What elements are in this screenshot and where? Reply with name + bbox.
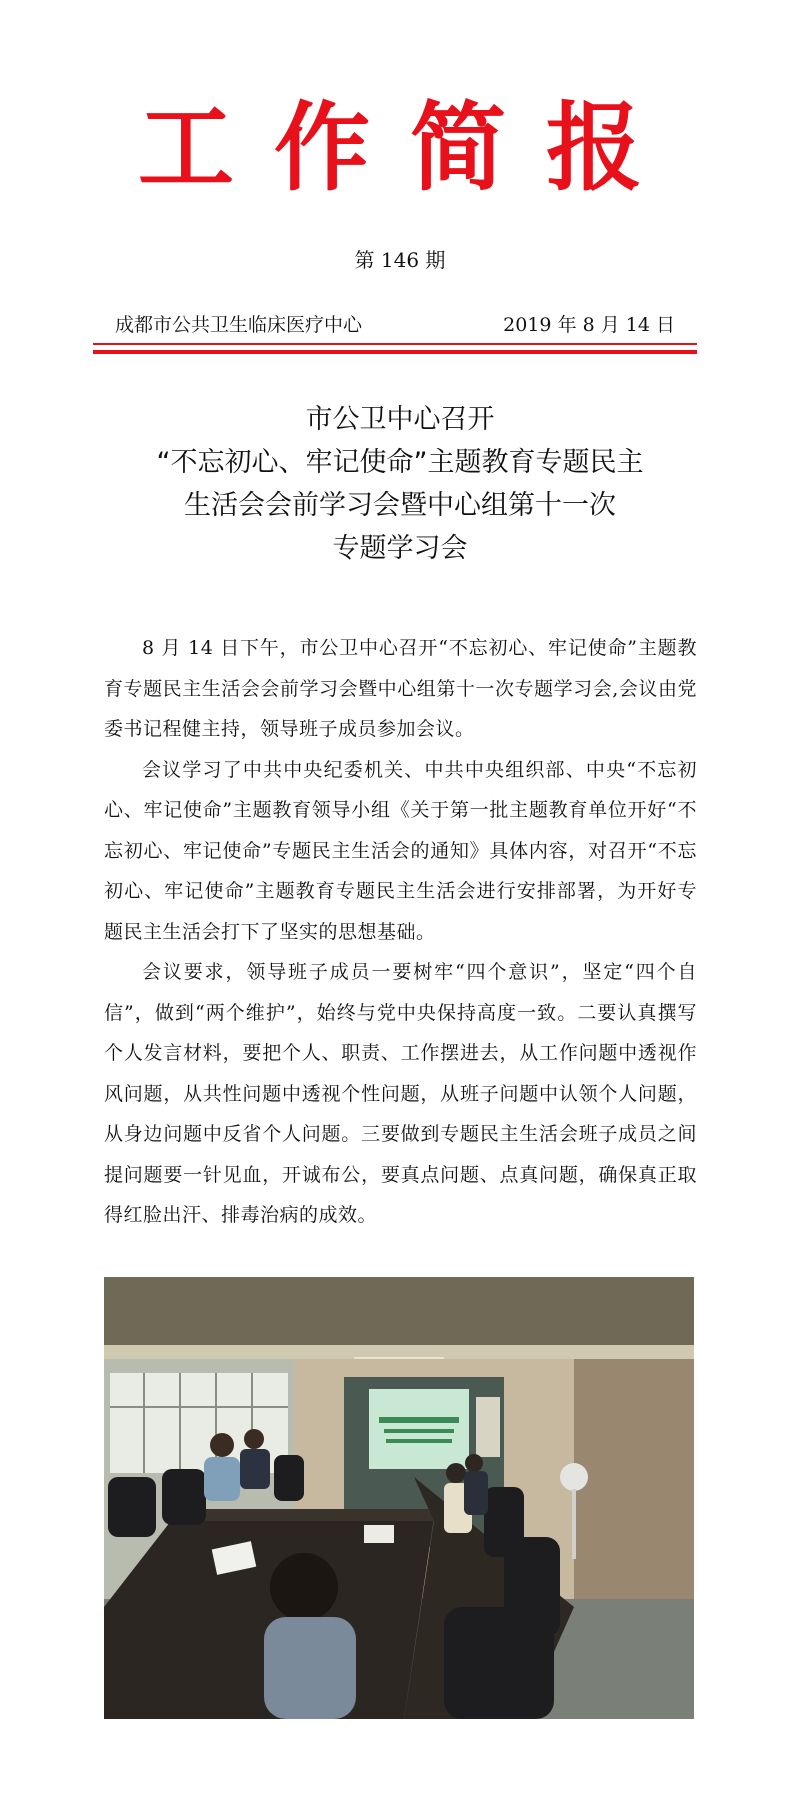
article-title-line: 专题学习会 xyxy=(332,533,468,564)
organization-name: 成都市公共卫生临床医疗中心 xyxy=(115,314,363,336)
article-title-line: “不忘初心、牢记使命”主题教育专题民主 xyxy=(156,447,644,478)
article-body xyxy=(104,628,697,1236)
issue-number: 第 146 期 xyxy=(354,248,446,272)
paragraph: 会议要求，领导班子成员一要树牢“四个意识”，坚定“四个自信”，做到“两个维护”，始终与党中央保持高度一致。二要认真撰写个人发言材料，要把个人、职责、工作摆进去，从工作问题中透视作风问题，从共性问题中透视个性问题，从班子问题中认领个人问题，从身边问题中反省个人问题。三要做到专题民主生活会班子成员之间提问题要一针见血，开诚布公，要真点问题、点真问题，确保真正取得红脸出汗、排毒治病的成效。 xyxy=(104,961,697,1226)
masthead-title: 工作简报 xyxy=(138,92,682,204)
article-title-line: 市公卫中心召开 xyxy=(305,404,495,435)
article-title-line: 生活会会前学习会暨中心组第十一次 xyxy=(184,490,616,521)
paragraph: 会议学习了中共中央纪委机关、中共中央组织部、中央“不忘初心、牢记使命”主题教育领导小组《关于第一批主题教育单位开好“不忘初心、牢记使命”专题民主生活会的通知》具体内容，对召开“不忘初心、牢记使命”主题教育专题民主生活会进行安排部署，为开好专题民主生活会打下了坚实的思想基础。 xyxy=(104,758,697,943)
meeting-room-illustration xyxy=(104,1277,694,1719)
meeting-photo xyxy=(104,1277,694,1719)
header-line xyxy=(93,310,705,340)
paragraph: 8 月 14 日下午，市公卫中心召开“不忘初心、牢记使命”主题教育专题民主生活会会前学习会暨中心组第十一次专题学习会,会议由党委书记程健主持，领导班子成员参加会议。 xyxy=(104,637,697,740)
divider-thin xyxy=(93,343,697,345)
divider-thick xyxy=(93,350,697,354)
article-title xyxy=(60,398,740,570)
publish-date: 2019 年 8 月 14 日 xyxy=(503,314,675,336)
